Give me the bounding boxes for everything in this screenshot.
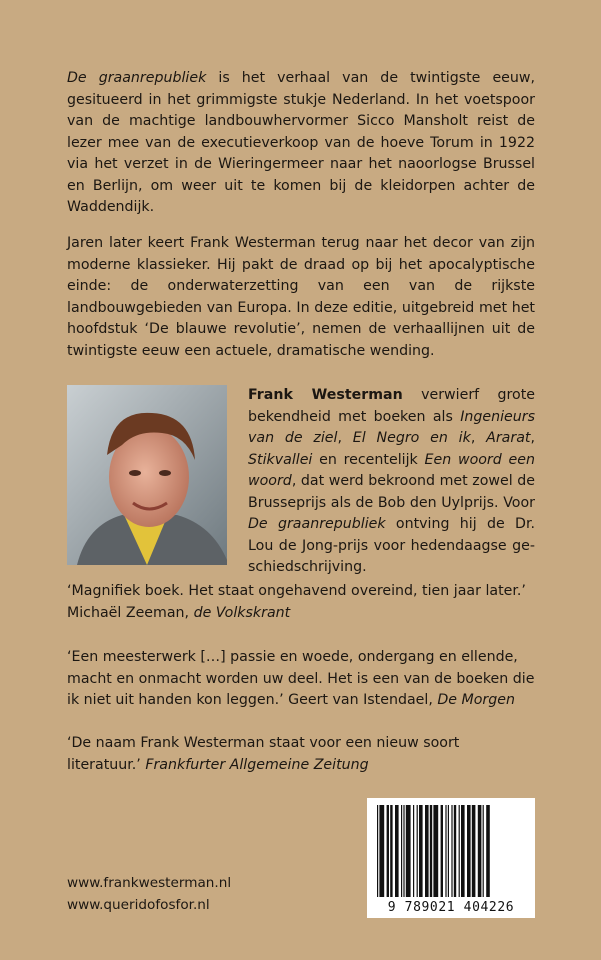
synopsis-paragraph-2: Jaren later keert Frank Westerman terug naar het decor van zijn moderne klassieker. Hij pakt de draad op bij het apocalyptische einde: de onderwaterzetting van een van de rijkste landbouwgebieden van Europa. In deze editie, uitgebreid met het hoofdstuk ‘De blauwe revolutie’, nemen de verhaallijnen uit de twintigste eeuw een actuele, dramatische wending. [67, 235, 535, 359]
barcode-bar [390, 805, 392, 897]
barcode-bar [472, 805, 476, 897]
barcode-bar [403, 805, 404, 897]
barcode-bar [395, 805, 399, 897]
barcode-bar [425, 805, 429, 897]
quote-text: ‘Magnifiek boek. Het staat ongehavend overeind, tien jaar later.’ Michaël Zeeman, [67, 583, 526, 621]
bio-text: , [470, 430, 487, 446]
bio-text: , dat werd bekroond met zowel de Brusseprijs als de Bob den Uylprijs. Voor [248, 473, 535, 511]
barcode-bar [387, 805, 389, 897]
bio-text: en recentelijk [312, 451, 425, 468]
author-photo [67, 385, 227, 565]
book-title: Een woord een woord [248, 451, 535, 489]
book-title: Ararat [486, 430, 531, 446]
barcode-bar [461, 805, 465, 897]
barcode-bar [417, 805, 418, 897]
barcode-bar [379, 805, 384, 897]
book-title: De graanrepubliek [67, 70, 207, 86]
barcode-bar [445, 805, 446, 897]
barcode-bar [448, 805, 449, 897]
author-website-link[interactable]: www.frankwesterman.nl [67, 875, 232, 891]
barcode-bar [430, 805, 432, 897]
author-portrait-image [67, 385, 227, 565]
quote-text: ‘De naam Frank Westerman staat voor een nieuw soort literatuur.’ [67, 735, 460, 773]
barcode-bar [459, 805, 460, 897]
book-title: Ingenieurs van de ziel [248, 408, 535, 446]
website-links [67, 872, 231, 916]
barcode-bar [441, 805, 443, 897]
barcode-bar [486, 805, 490, 897]
bio-text: verwierf grote bekendheid met boeken als [248, 387, 536, 425]
bio-text: , [530, 430, 535, 446]
quote-text: ‘Een meesterwerk […] passie en woede, ondergang en ellende, macht en onmacht worden uw deel. Het is een van de boeken die ik niet uit handen kon leggen.’ Geert van Istendael, [67, 649, 535, 708]
review-quote [67, 581, 535, 624]
bio-text: , [337, 430, 353, 446]
barcode-bar [413, 805, 414, 897]
barcode-bar [419, 805, 423, 897]
quote-source: Frankfurter Allgemeine Zeitung [145, 756, 369, 773]
barcode-bar [377, 805, 378, 897]
barcode-bar [406, 805, 411, 897]
publisher-website-link[interactable]: www.queridofosfor.nl [67, 897, 210, 913]
barcode-bar [451, 805, 452, 897]
barcode-bar [467, 805, 471, 897]
barcode-bar [401, 805, 402, 897]
synopsis-text-1: is het verhaal van de twintigste eeuw, gesitueerd in het grimmigste stukje Nederland. In het voetspoor van de machtige landbouwhervormer Sicco Mansholt reist de lezer mee van de executieverkoop van de hoeve Torum in 1922 via het verzet in de Wieringermeer naar het naoorlogse Brussel en Berlijn, om weer uit te komen bij de kleidorpen achter de Waddendijk. [67, 70, 536, 215]
book-title: El Negro en ik [352, 430, 471, 446]
book-title: Stikvallei [248, 451, 313, 468]
book-title: De graanrepubliek [248, 516, 386, 532]
author-bio [248, 385, 535, 579]
barcode-bars [375, 805, 527, 897]
barcode-bar [433, 805, 438, 897]
barcode-bar [478, 805, 482, 897]
bio-text: ontving hij de Dr. Lou de Jong-prijs voor hedendaagse geschiedschrijving. [248, 516, 536, 575]
isbn-barcode [367, 798, 535, 918]
barcode-bar [483, 805, 484, 897]
isbn-number: 9 789021 404226 [387, 900, 515, 915]
review-quote [67, 647, 535, 712]
review-quote [67, 733, 535, 776]
quote-source: de Volkskrant [193, 604, 291, 621]
synopsis-paragraph-1 [67, 68, 535, 219]
barcode-bar [454, 805, 456, 897]
author-name: Frank Westerman [248, 387, 403, 403]
quote-source: De Morgen [437, 692, 515, 708]
